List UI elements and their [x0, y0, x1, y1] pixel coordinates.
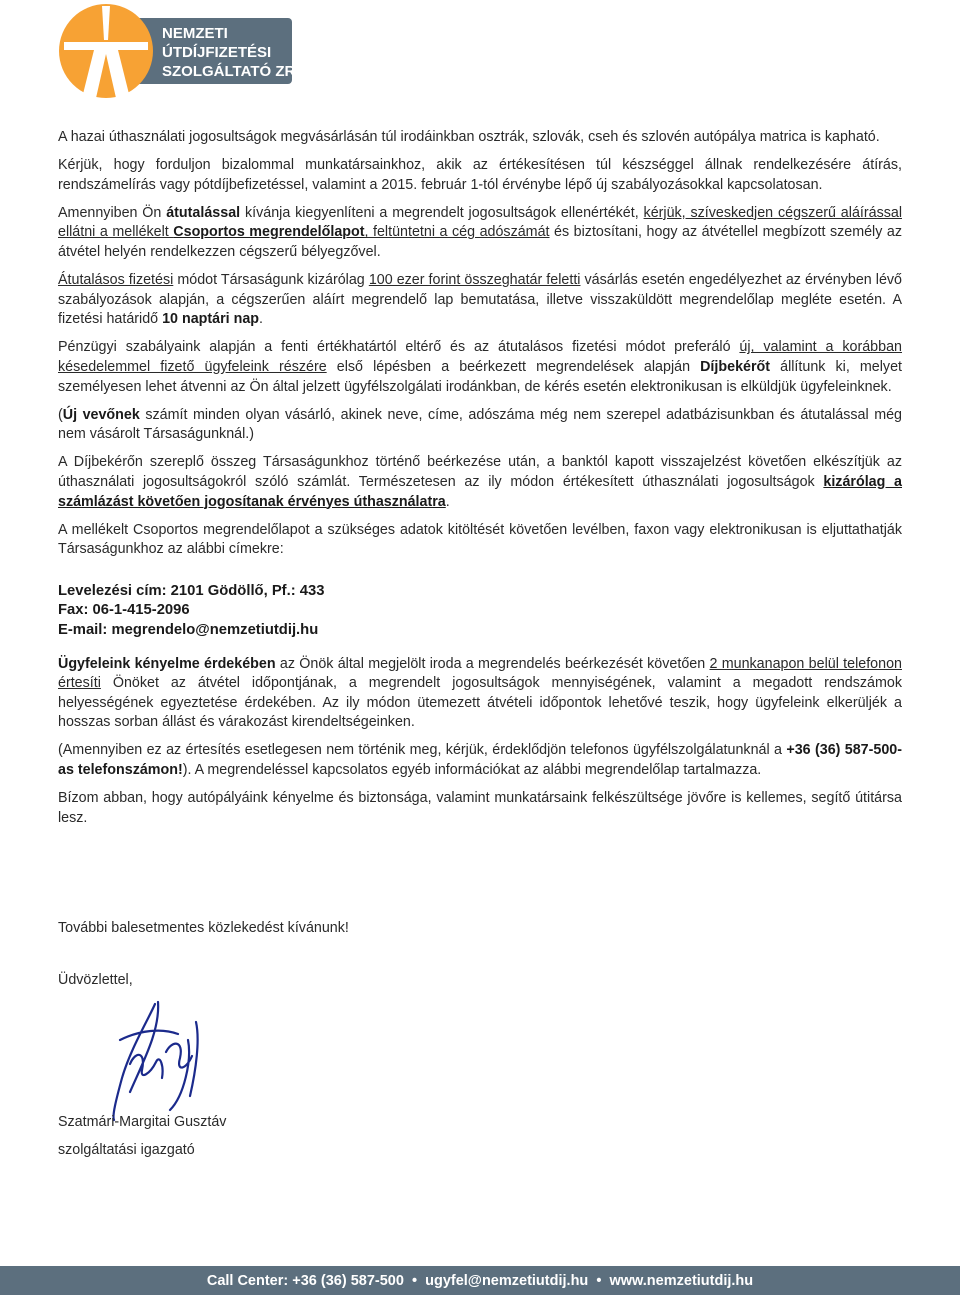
company-logo — [58, 2, 298, 100]
signer-title: szolgáltatási igazgató — [58, 1142, 195, 1158]
paragraph-closing-wish: Bízom abban, hogy autópályáink kényelme és biztonsága, valamint munkatársaink felkészültsége jövőre is kellemes, segítő útitársa lesz. — [58, 790, 902, 826]
email-address[interactable]: E-mail: megrendelo@nemzetiutdij.hu — [58, 621, 319, 638]
handwritten-signature-icon — [100, 1000, 210, 1128]
signer-name: Szatmári-Margitai Gusztáv — [58, 1114, 227, 1130]
footer-email[interactable]: ugyfel@nemzetiutdij.hu — [425, 1272, 589, 1289]
paragraph-transfer: Amennyiben Ön átutalással kívánja kiegyenlíteni a megrendelt jogosultságok ellenértékét, kérjük, szíveskedjen cégszerű aláírással ellátni a mellékelt Csoportos megrendelőlapot, feltüntetni a cég adószámát és biztosítani, hogy az átvétellel megbízott személy az átvétel helyén rendelkezzen cégszerű bélyegzővel. — [58, 204, 902, 260]
footer-call-center: Call Center: +36 (36) 587-500 — [206, 1272, 404, 1289]
paragraph-order-form: A mellékelt Csoportos megrendelőlapot a szükséges adatok kitöltését követően levélben, faxon vagy elektronikusan is eljuttathatják Társaságunkhoz az alábbi címekre: — [58, 521, 902, 558]
footer-bar — [0, 1266, 960, 1295]
logo-line-3: SZOLGÁLTATÓ ZRT. — [162, 63, 298, 80]
paragraph-contact-staff: Kérjük, hogy forduljon bizalommal munkatársainkhoz, akik az értékesítésen túl készséggel állnak rendelkezésére átírás, rendszámelírás vagy pótdíjbefizetéssel, valamint a 2015. február 1-tól érvénybe lépő új szabályozásokkal kapcsolatosan. — [58, 157, 902, 193]
contact-block — [58, 582, 902, 641]
footer-separator: • — [403, 1272, 426, 1289]
fax-number: Fax: 06-1-415-2096 — [58, 602, 190, 619]
paragraph-phone: (Amennyiben ez az értesítés esetlegesen nem történik meg, kérjük, érdeklődjön telefonos ügyfélszolgálatunknál a +36 (36) 587-500-as telefonszámon!). A megrendeléssel kapcsolatos egyéb információkat az alábbi megrendelőlap tartalmazza. — [58, 742, 903, 779]
paragraph-matrica: A hazai úthasználati jogosultságok megvásárlásán túl irodáinkban osztrák, szlovák, cseh és szlovén autópálya matrica is kapható. — [58, 129, 880, 145]
logo-line-2: ÚTDÍJFIZETÉSI — [162, 44, 272, 61]
letter-body — [58, 128, 902, 837]
logo-line-1: NEMZETI — [162, 25, 228, 42]
footer-website[interactable]: www.nemzetiutdij.hu — [609, 1272, 754, 1289]
footer-separator: • — [588, 1272, 610, 1289]
paragraph-transfer-limit: Átutalásos fizetési módot Társaságunk kizárólag 100 ezer forint összeghatár feletti vásárlás esetén engedélyezhet az érvényben lévő szabályozások alapján, a cégszerűen aláírt megrendelő lap bemutatása, illetve visszaküldött megrendelőlap megléte esetén. A fizetési határidő 10 naptári nap. — [58, 272, 902, 328]
closing-line: További balesetmentes közlekedést kívánunk! — [58, 920, 349, 936]
mailing-address: Levelezési cím: 2101 Gödöllő, Pf.: 433 — [58, 582, 325, 599]
paragraph-notification: Ügyfeleink kényelme érdekében az Önök által megjelölt iroda a megrendelés beérkezését követően 2 munkanapon belül telefonon értesíti Önöket az átvétel időpontjának, a megrendelt jogosultságok mennyiségének, valamint a megadott rendszámok helyességének egyeztetése érdekében. Az ily módon ütemezett átvételi időpontok lehetővé teszik, hogy ügyfeleink elkerüljék a hosszas sorban állást és várakozást kirendeltségeinken. — [58, 655, 902, 731]
greeting-line: Üdvözlettel, — [58, 972, 133, 988]
paragraph-fee-request: Pénzügyi szabályaink alapján a fenti értékhatártól eltérő és az átutalásos fizetési módot preferáló új, valamint a korábban késedelemmel fizető ügyfeleink részére első lépésben a beérkezett megrendelések alapján Díjbekérőt állítunk ki, melyet személyesen lehet átvenni az Ön által jelzett ügyfélszolgálati irodánkban, de kérés esetén elektronikusan is elküldjük ügyfeleinknek. — [58, 339, 902, 395]
paragraph-new-customer: (Új vevőnek számít minden olyan vásárló, akinek neve, címe, adószáma még nem szerepel adatbázisunkban és átutalással még nem vásárolt Társaságunknál.) — [58, 406, 903, 443]
paragraph-invoice: A Díjbekérőn szereplő összeg Társaságunkhoz történő beérkezése után, a banktól kapott visszajelzést követően elkészítjük az úthasználati jogosultságokról szóló számlát. Természetesen az ily módon értékesített úthasználati jogosultságok kizárólag a számlázást követően jogosítanak érvényes úthasználatra. — [58, 454, 903, 510]
road-logo-icon — [58, 2, 298, 100]
